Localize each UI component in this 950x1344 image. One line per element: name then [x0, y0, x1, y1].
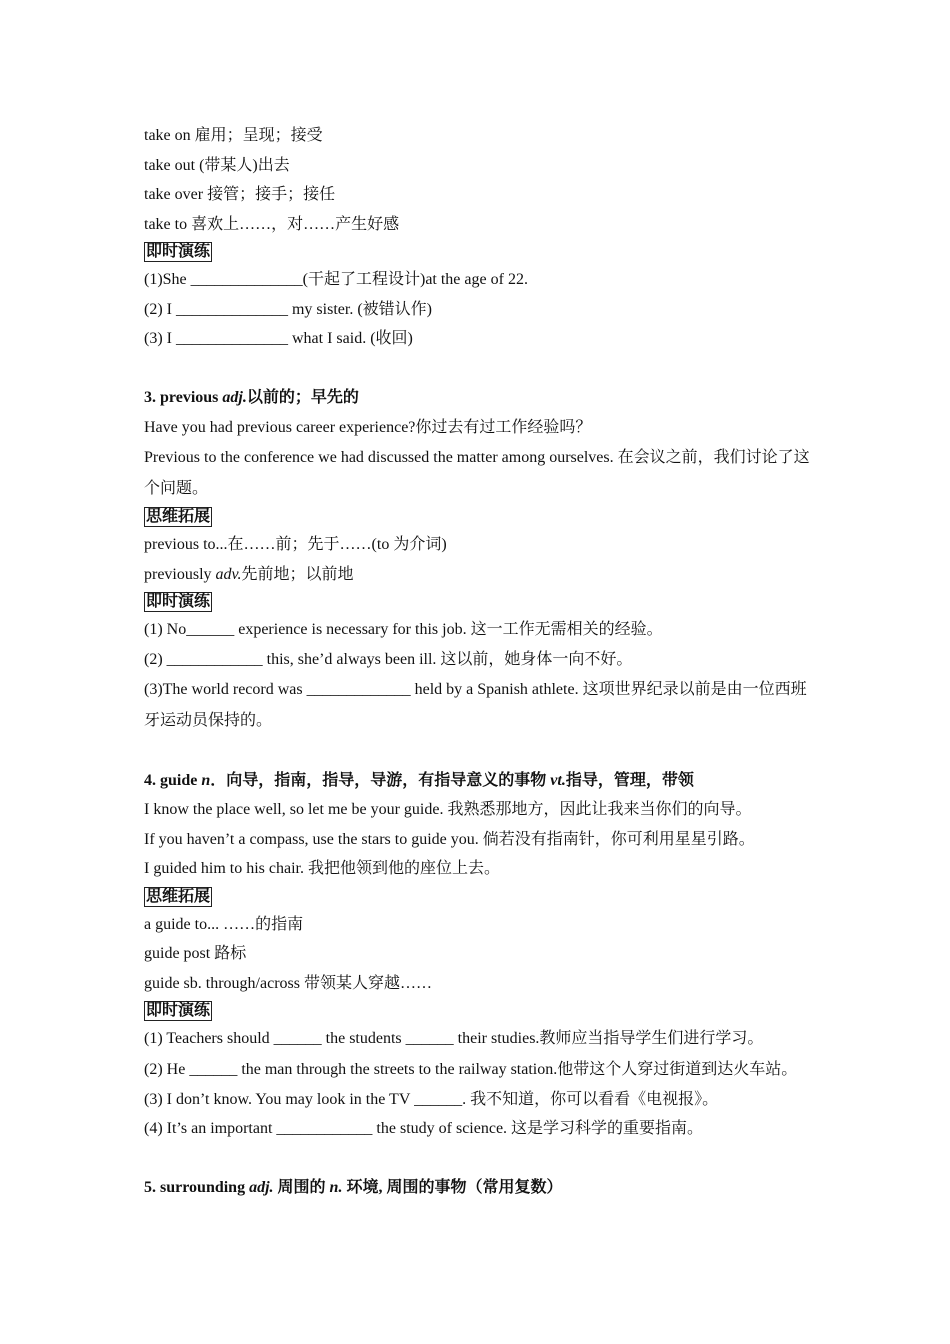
heading-word: 3. previous: [144, 389, 223, 406]
practice-label-row: [144, 239, 814, 265]
expand-item: guide post 路标: [144, 945, 247, 962]
expand-label-row: [144, 504, 814, 530]
section-heading-surrounding: [144, 1173, 814, 1203]
phrase-line: take to 喜欢上……，对……产生好感: [144, 215, 400, 233]
document-content: [144, 121, 814, 1203]
heading-meaning: 周围的: [273, 1179, 330, 1196]
section-gap: [144, 354, 814, 384]
practice-item: (2) ____________ this, she’d always been ill. 这以前，她身体一向不好。: [144, 650, 633, 668]
phrase-line: take out (带某人)出去: [144, 156, 290, 174]
phrase-line: take on 雇用；呈现；接受: [144, 127, 323, 144]
practice-item: (2) I ______________ my sister. (被错认作): [144, 300, 432, 318]
practice-label-row: [144, 589, 814, 615]
section-gap: [144, 1144, 814, 1174]
phrase-line: take over 接管；接手；接任: [144, 186, 336, 203]
practice-item: (4) It’s an important ____________ the study of science. 这是学习科学的重要指南。: [144, 1120, 704, 1137]
practice-label: 即时演练: [146, 1002, 211, 1019]
heading-pos: adj.: [222, 389, 247, 406]
expand-item: [144, 530, 814, 560]
heading-meaning: ．向导，指南，指导，导游，有指导意义的事物: [210, 771, 551, 789]
heading-pos: adj.: [249, 1179, 274, 1196]
practice-item: (1) No______ experience is necessary for this job. 这一工作无需相关的经验。: [144, 621, 663, 638]
expand-label: 思维拓展: [146, 887, 211, 905]
example-sentence: Previous to the conference we had discussed the matter among ourselves. 在会议之前，我们讨论了这个问题。: [144, 449, 810, 497]
practice-item: (3) I don’t know. You may look in the TV ______. 我不知道，你可以看看《电视报》。: [144, 1090, 719, 1108]
practice-item: (1)She ______________(干起了工程设计)at the age of 22.: [144, 271, 528, 288]
example-sentence: I guided him to his chair. 我把他领到他的座位上去。: [144, 860, 500, 877]
practice-label-row: [144, 998, 814, 1024]
heading-pos: n.: [329, 1179, 343, 1196]
expand-label-row: [144, 884, 814, 910]
heading-pos: vt.: [550, 771, 566, 789]
practice-item: (3) I ______________ what I said. (收回): [144, 330, 413, 347]
practice-item: (1) Teachers should ______ the students ______ their studies.教师应当指导学生们进行学习。: [144, 1030, 764, 1047]
expand-meaning: 先前地；以前地: [241, 565, 354, 583]
example-sentence: If you haven’t a compass, use the stars to guide you. 倘若没有指南针，你可利用星星引路。: [144, 830, 755, 848]
expand-label: 思维拓展: [146, 508, 211, 525]
heading-meaning: 环境, 周围的事物（常用复数）: [342, 1179, 563, 1196]
heading-pos: n: [201, 771, 211, 789]
heading-meaning: 以前的；早先的: [246, 389, 359, 406]
expand-item: a guide to... ……的指南: [144, 915, 304, 933]
practice-label: 即时演练: [146, 593, 211, 610]
expand-item: guide sb. through/across 带领某人穿越……: [144, 974, 432, 992]
expand-text: previous to...在……前；先于……(to 为介词): [144, 536, 447, 553]
example-sentence: Have you had previous career experience?你过去有过工作经验吗？: [144, 418, 592, 436]
section-heading-guide: [144, 766, 814, 796]
practice-item: (3)The world record was _____________ held by a Spanish athlete. 这项世界纪录以前是由一位西班牙运动员保持的。: [144, 681, 807, 729]
practice-label: 即时演练: [146, 243, 211, 260]
heading-word: 5. surrounding: [144, 1179, 250, 1196]
section-gap: [144, 736, 814, 766]
heading-meaning: 指导，管理，带领: [565, 771, 694, 789]
practice-item: (2) He ______ the man through the streets to the railway station.他带这个人穿过街道到达火车站。: [144, 1060, 798, 1078]
section-heading-previous: [144, 383, 814, 413]
expand-item: [144, 560, 814, 590]
example-sentence: I know the place well, so let me be your guide. 我熟悉那地方，因此让我来当你们的向导。: [144, 801, 752, 818]
expand-text: previously: [144, 565, 216, 583]
expand-pos: adv.: [215, 565, 242, 583]
heading-word: 4. guide: [144, 771, 202, 789]
